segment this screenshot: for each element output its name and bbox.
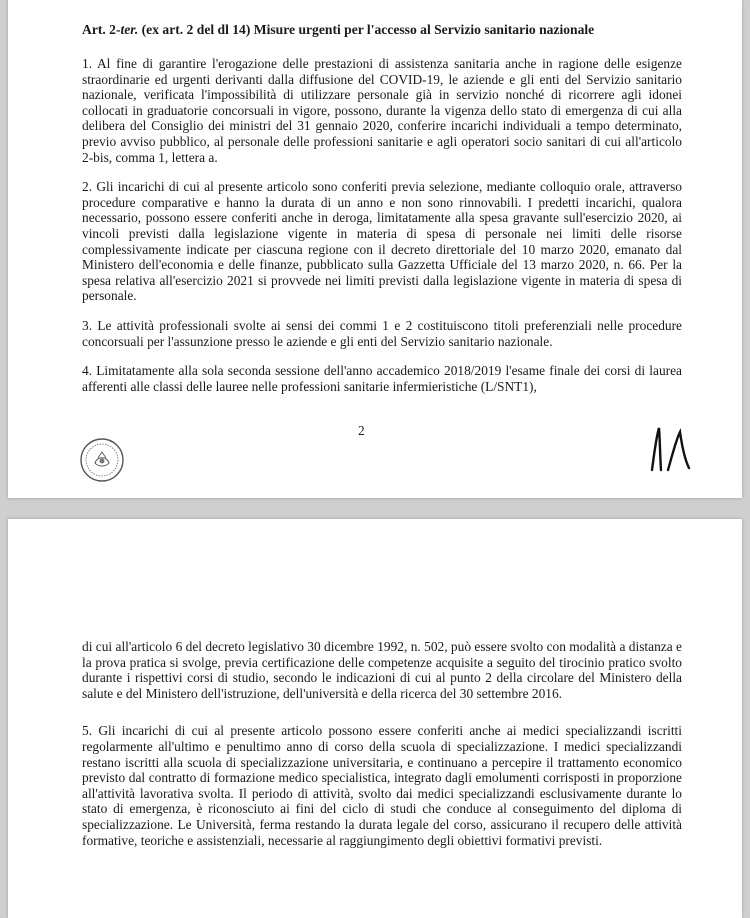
paragraph-2: 2. Gli incarichi di cui al presente articolo sono conferiti previa selezione, mediante colloquio orale, attraverso procedure comparative e hanno la durata di un anno e non sono rinnovabili. I predetti incarichi, qualora necessario, possono essere conferiti anche in deroga, limitatamente alla spesa gravante sull'esercizio 2020, ai vincoli previsti dalla legislazione vigente in materia di spesa di personale nei limiti delle risorse complessivamente indicate per ciascuna regione con il decreto direttoriale del 10 marzo 2020, emanato dal Ministero dell'economia e delle finanze, pubblicato sulla Gazzetta Ufficiale del 13 marzo 2020, n. 66. Per la spesa relativa all'esercizio 2021 si provvede nei limiti previsti dalla legislazione vigente in materia di spesa di personale. — [82, 179, 682, 304]
handwritten-initials-icon — [638, 420, 698, 475]
page-number: 2 — [358, 423, 365, 438]
paragraph-4-continued: di cui all'articolo 6 del decreto legislativo 30 dicembre 1992, n. 502, può essere svolto con modalità a distanza e la prova pratica si svolge, previa certificazione delle competenze acquisite a seguito del tirocinio pratico svolto durante i rispettivi corsi di studio, secondo le indicazioni di cui al punto 2 della circolare del Ministero della salute e del Ministero dell'istruzione, dell'università e della ricerca del 30 settembre 2016. — [82, 639, 682, 701]
article-heading — [82, 22, 702, 38]
paragraph-3: 3. Le attività professionali svolte ai sensi dei commi 1 e 2 costituiscono titoli preferenziali nelle procedure concorsuali per l'assunzione presso le aziende e gli enti del Servizio sanitario nazionale. — [82, 317, 682, 349]
article-body-top — [82, 56, 682, 408]
document-page-bottom — [8, 519, 742, 918]
official-seal-stamp-icon — [78, 436, 126, 484]
article-body-bottom — [82, 639, 682, 862]
paragraph-5: 5. Gli incarichi di cui al presente articolo possono essere conferiti anche ai medici specializzandi iscritti regolarmente all'ultimo e penultimo anno di corso della scuola di specializzazione. I medici specializzandi restano iscritti alla scuola di specializzazione universitaria, e continuano a percepire il trattamento economico previsto dal contratto di formazione medico specialistica, integrato dagli emolumenti corrisposti in proporzione all'attività lavorativa svolta. Il periodo di attività, svolto dai medici specializzandi esclusivamente durante lo stato di emergenza, è riconosciuto ai fini del ciclo di studi che conduce al conseguimento del diploma di specializzazione. Le Università, ferma restando la durata legale del corso, assicurano il recupero delle attività formative, teoriche e assistenziali, necessarie al raggiungimento degli obiettivi formativi previsti. — [82, 723, 682, 848]
paragraph-1: 1. Al fine di garantire l'erogazione delle prestazioni di assistenza sanitaria anche in ragione delle esigenze straordinarie ed urgenti derivanti dalla diffusione del COVID-19, le aziende e gli enti del Servizio sanitario nazionale, verificata l'impossibilità di utilizzare personale già in servizio nonché di ricorrere agli idonei collocati in graduatorie concorsuali in vigore, possono, durante la vigenza dello stato di emergenza di cui alla delibera del Consiglio dei ministri del 31 gennaio 2020, conferire incarichi individuali a tempo determinato, previo avviso pubblico, al personale delle professioni sanitarie e agli operatori socio sanitari di cui all'articolo 2-bis, comma 1, lettera a. — [82, 56, 682, 165]
article-heading-prefix: Art. 2- — [82, 22, 121, 37]
article-heading-title: (ex art. 2 del dl 14) Misure urgenti per l'accesso al Servizio sanitario nazionale — [138, 22, 595, 37]
article-heading-ter: ter. — [120, 22, 139, 37]
paragraph-4: 4. Limitatamente alla sola seconda sessione dell'anno accademico 2018/2019 l'esame finale dei corsi di laurea afferenti alle classi delle lauree nelle professioni sanitarie infermieristiche (L/SNT1), — [82, 363, 682, 394]
document-page-top — [8, 0, 742, 498]
